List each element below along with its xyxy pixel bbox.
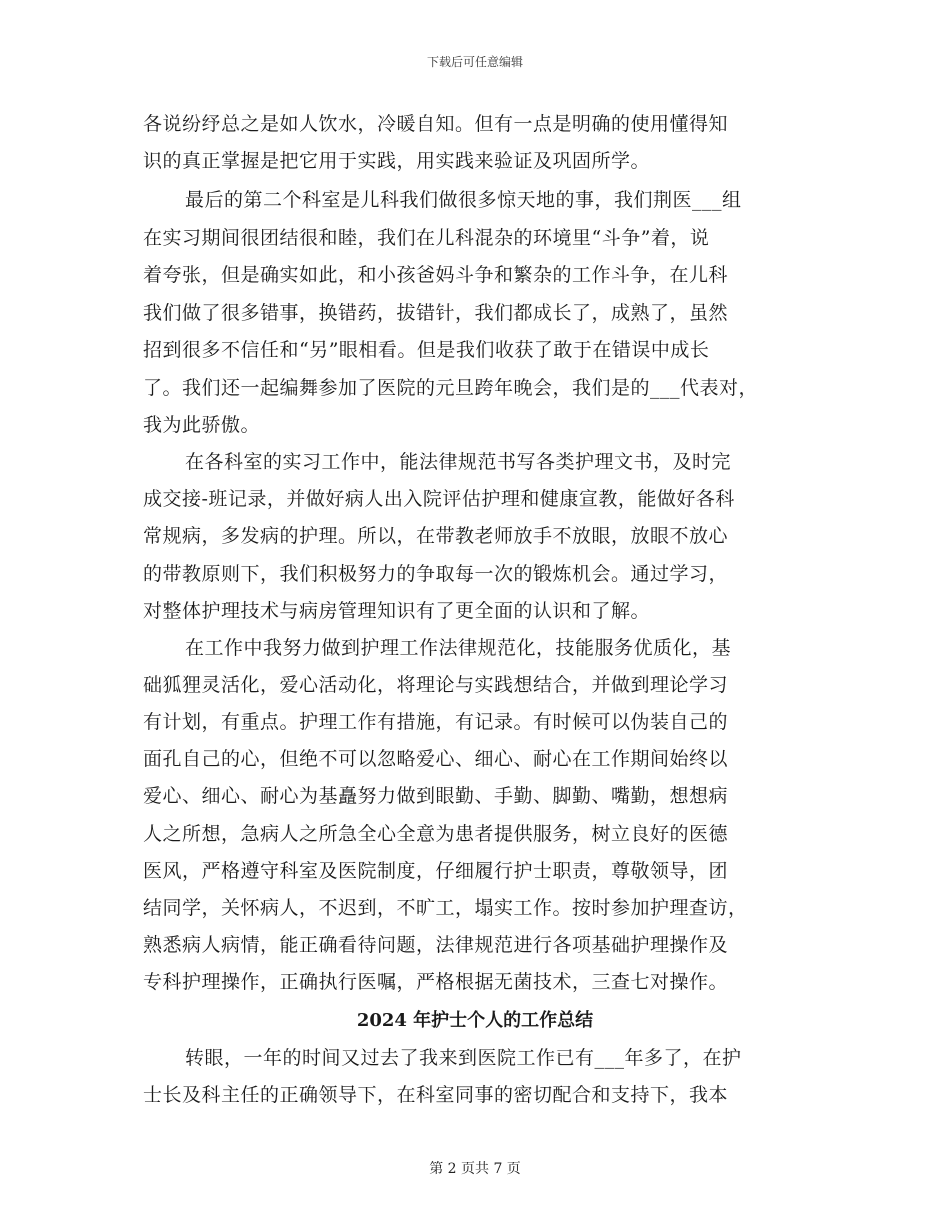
text-line: 有计划，有重点。护理工作有措施，有记录。有时候可以伪装自己的 bbox=[143, 711, 729, 733]
text-line: 着夸张，但是确实如此，和小孩爸妈斗争和繁杂的工作斗争，在儿科 bbox=[143, 264, 729, 286]
text-line: 在实习期间很团结很和睦，我们在儿科混杂的环境里“斗争”着，说 bbox=[143, 227, 710, 249]
text-line: 最后的第二个科室是儿科我们做很多惊天地的事，我们荆医___组 bbox=[185, 189, 742, 211]
text-line: 成交接-班记录，并做好病人出入院评估护理和健康宣教，能做好各科 bbox=[143, 488, 735, 510]
section-title: 2024 年护士个人的工作总结 bbox=[356, 1010, 594, 1031]
text-line: 对整体护理技术与病房管理知识有了更全面的认识和了解。 bbox=[143, 600, 651, 622]
text-line: 识的真正掌握是把它用于实践，用实践来验证及巩固所学。 bbox=[143, 150, 651, 172]
text-line: 础狐狸灵活化，爱心活动化，将理论与实践想结合，并做到理论学习 bbox=[143, 674, 729, 696]
text-line: 士长及科主任的正确领导下，在科室同事的密切配合和支持下，我本 bbox=[143, 1084, 729, 1106]
page-footer: 第 2 页共 7 页 bbox=[429, 1161, 521, 1177]
text-line: 各说纷纾总之是如人饮水，冷暖自知。但有一点是明确的使用懂得知 bbox=[143, 113, 729, 135]
text-line: 转眼，一年的时间又过去了我来到医院工作已有___年多了，在护 bbox=[185, 1047, 742, 1069]
page-header: 下载后可任意编辑 bbox=[426, 55, 523, 69]
text-line: 医风，严格遵守科室及医院制度，仔细履行护士职责，尊敬领导，团 bbox=[143, 860, 729, 882]
text-line: 常规病，多发病的护理。所以，在带教老师放手不放眼，放眼不放心 bbox=[143, 525, 729, 547]
text-line: 爱心、细心、耐心为基矗努力做到眼勤、手勤、脚勤、嘴勤，想想病 bbox=[143, 785, 729, 807]
text-line: 在工作中我努力做到护理工作法律规范化，技能服务优质化，基 bbox=[185, 637, 732, 659]
text-line: 人之所想，急病人之所急全心全意为患者提供服务，树立良好的医德 bbox=[143, 823, 729, 845]
text-line: 招到很多不信任和“另”眼相看。但是我们收获了敢于在错误中成长 bbox=[143, 339, 710, 361]
text-line: 面孔自己的心，但绝不可以忽略爱心、细心、耐心在工作期间始终以 bbox=[143, 748, 729, 770]
text-line: 专科护理操作，正确执行医嘱，严格根据无菌技术，三查七对操作。 bbox=[143, 971, 729, 993]
text-line: 我为此骄傲。 bbox=[143, 414, 261, 436]
text-line: 我们做了很多错事，换错药，拔错针，我们都成长了，成熟了，虽然 bbox=[143, 302, 729, 324]
text-line: 了。我们还一起编舞参加了医院的元旦跨年晚会，我们是的___代表对， bbox=[143, 377, 759, 399]
text-line: 在各科室的实习工作中，能法律规范书写各类护理文书，及时完 bbox=[185, 451, 732, 473]
text-line: 熟悉病人病情，能正确看待问题，法律规范进行各项基础护理操作及 bbox=[143, 934, 729, 956]
text-line: 的带教原则下，我们积极努力的争取每一次的锻炼机会。通过学习， bbox=[143, 563, 729, 585]
text-line: 结同学，关怀病人，不迟到，不旷工，塌实工作。按时参加护理查访， bbox=[143, 897, 748, 919]
